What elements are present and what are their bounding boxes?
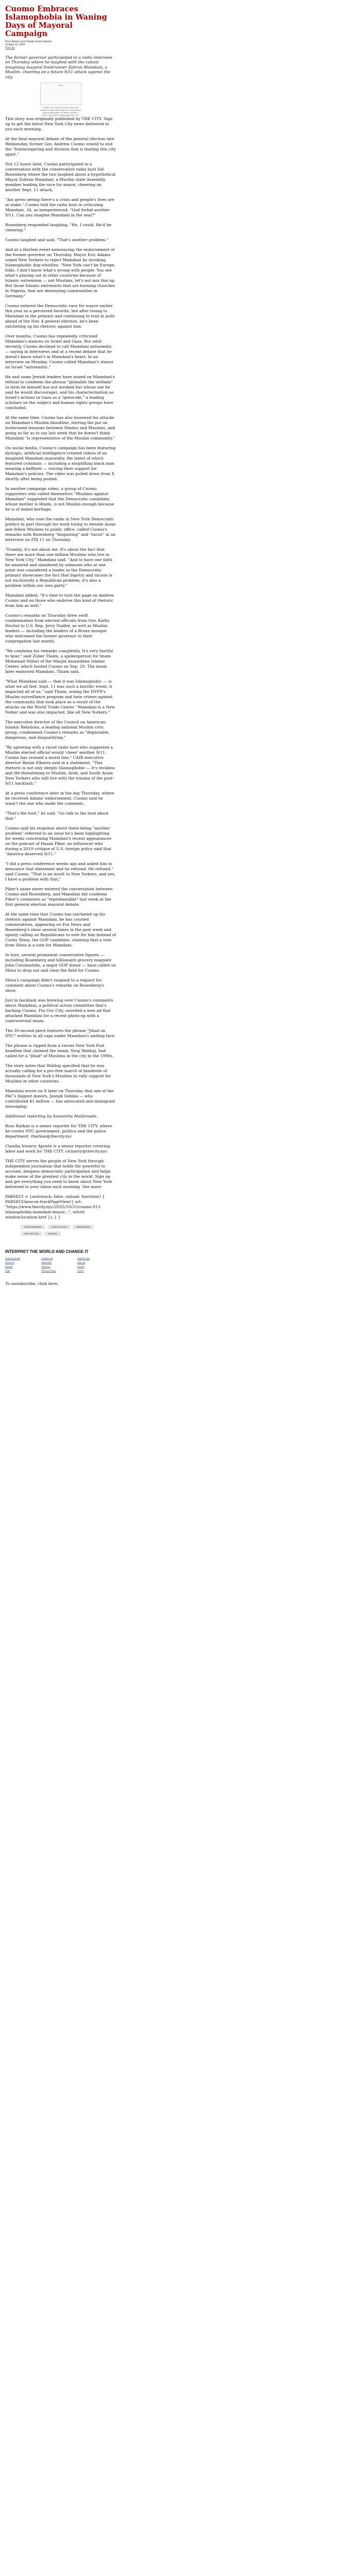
author-bio: Claudia Irizarry Aponte is a senior reporter covering labor and work for THE CITY. cirizarry@thecity.nyc (5, 1144, 110, 1154)
article-paragraph: At the final mayoral debate of the general election late Wednesday, former Gov. Andrew Cuomo vowed to end the "fearmongering and division that is tearing this city apart." (5, 137, 116, 157)
article-paragraph: Rosenberg responded laughing, "He, I could. He'd be cheering." (5, 223, 111, 233)
footer-link[interactable]: Terms (77, 1269, 84, 1273)
article-paragraph: This story was originally published by THE CITY. Sign up to get the latest New York City news delivered to you each morning. (5, 116, 113, 132)
lead-figure (40, 82, 81, 116)
footer-link[interactable]: Events (77, 1265, 85, 1268)
article-paragraph: Cuomo entered the Democratic race for mayor earlier this year as a perceived favorite, but after losing to Mamdani in the primary and continuing to trail in polls ahead of the Nov. 4 general election, he's been ratcheting up his rhetoric against him. (5, 303, 115, 329)
article-paragraph: Cuomo said his response about there being "another problem" referred to an issue he's been highlighting for weeks concerning Mamdani's recent appearances on the podcast of Hasan Piker, an influencer who during a 2019 critique of U.S. foreign policy said that "America deserved 9/11." (5, 826, 112, 857)
article-paragraph: "What Mamdani said — that it was Islamophobic — is what we all feel. Sept. 11 was such a horrific event, it impacted all of us," said Thiam, noting the NYPD's Muslim surveillance program and hate crimes against the community that took place as a result of the attacks on the World Trade Center. "Mamdani is a New Yorker and was also impacted, like all New Yorkers." (5, 679, 116, 715)
article-paragraph: "By agreeing with a racist radio host who suggested a Muslim elected official would 'cheer' another 9/11, Cuomo has crossed a moral line," CAIR executive director Basim Elkarra said in a statement. "This rhetoric is not only deeply Islamophobic — it's reckless and life-threatening to Muslim, Arab, and South Asian New Yorkers who still live with the trauma of the post-9/11 backlash." (5, 745, 115, 786)
footer-link[interactable]: Jobs (5, 1269, 10, 1273)
tag-chip[interactable]: Zohran Mamdani (21, 1225, 45, 1229)
article-paragraph: Not 12 hours later, Cuomo participated in a conversation with the conservative radio host Sid Rosenberg where the two laughed about a hypothetical Mayor Zohran Mamdani, a Muslim state Assembly member leading the race for mayor, cheering on another Sept. 11 attack. (5, 162, 116, 193)
unsubscribe-text[interactable]: To unsubscribe, click here. (5, 1281, 59, 1286)
tag-chip[interactable]: elections (44, 1231, 61, 1236)
article-extras (5, 1114, 116, 1220)
article-paragraph: Cuomo's remarks on Thursday drew swift condemnation from elected officials from Gov. Kathy Hochul to U.S. Rep. Jerry Nadler, as well as Muslim leaders — including the leaders of a Bronx mosque who welcomed the former governor to their congregation last month. (5, 613, 110, 644)
article-paragraph: He and some Jewish leaders have seized on Mamdani's refusal to condemn the phrase "globalize the intifada" (a term he himself has not invoked but whose use he said he would discourage), and his characterization as Israel's actions in Gaza as a "genocide," a leading scholars on the subject and human rights groups have concluded. (5, 375, 115, 411)
article-paragraph: In another campaign video, a group of Cuomo supporters who called themselves "Muslims against Mamdani" suggested that the Democratic candidate, whose mother is Hindu, is not Muslim enough because he is of mixed heritage. (5, 486, 114, 512)
article-paragraph: The 30-second piece features the phrase "Jihad on NYC" written in all caps under Mamdani's smiling face. (5, 1028, 116, 1039)
article-paragraph: The phrase is ripped from a recent New York Post headline that claimed the imam, Siraj Wahhaj, had called for a "jihad" of Muslims in the city in the 1990s. (5, 1043, 114, 1059)
footer-link[interactable]: About us (41, 1265, 51, 1268)
tag-list (21, 1225, 108, 1236)
article-paragraph: The story notes that Wahhaj specified that he was actually calling for a pro-free march of hundreds of thousands of New York's Muslims to rally support for Muslims in other countries. (5, 1063, 111, 1084)
article-paragraph: At the same time that Cuomo has ratcheted up his rhetoric against Mamdani, he has courted conservatives, appearing on Fox News and Rosenberg's show several times in the past week and openly calling on Republicans to vote for him instead of Curtis Sliwa, the GOP candidate, claiming that a vote from Sliwa is a vote for Mamdani. (5, 912, 116, 948)
article-paragraph: And at a Harlem event announcing the endorsement of the former governor on Thursday, Mayor Eric Adams urged New Yorkers to reject Mamdani by invoking Islamophobic dog-whistles: "New York can't be Europe, folks. I don't know what's wrong with people. You see what's playing out in other countries because of Islamic extremism — not Muslims, let's not mix this up. But those Islamic extremists that are burning churches in Nigeria, that are destroying communities in Germany." (5, 247, 116, 299)
editor-note: Additional reporting by Samantha Maldonado. (5, 1114, 97, 1119)
footer-link[interactable]: Subscribe (41, 1261, 52, 1264)
article-paragraph: Mamdani wrote on X later on Thursday that one of the PAC's biggest donors, Joseph Gebbia — who contributed $1 million — has advocated anti-immigrant messaging. (5, 1089, 116, 1109)
article-byline: Ross Barkan and Claudia Irizarry Aponte (5, 40, 52, 43)
footer-link[interactable]: Donate (5, 1265, 13, 1268)
article-paragraph: "I did a press conference weeks ago and asked him to denounce that statement and he refused. He refused," said Cuomo. "That is an insult to New Yorkers, and yes, I have a problem with that." (5, 861, 116, 882)
article-paragraph: At a press conference later in the day Thursday, where he received Adams' endorsement, Cuomo said he wasn't the one who made the comment. (5, 791, 114, 806)
footer-link[interactable]: Privacy Policy (41, 1269, 56, 1273)
article-paragraph: Over months, Cuomo has repeatedly criticized Mamdani's stances on Israel and Gaza. But until recently, Cuomo declined to call Mamdani antisemitic — saying in interviews and at a recent debate that he doesn't know what's in Mamdani's heart. In an interview on Monday, Cuomo called Mamdani's stance on Israel "antisemitic." (5, 334, 113, 370)
script-text: PARSELY = {autotrack: false, onload: function() { PARSELY.beacon.trackPageView({ url: "https://www.thecity.nyc/2025/10/31/cuomo-911-islamophobia-mamdani-mayor...", urlref: window.location.href }); } } (5, 1194, 105, 1220)
tag-chip[interactable]: Andrew Cuomo (47, 1225, 71, 1229)
article-paragraph: At the same time, Cuomo has also loosened his attacks on Mamdani's Muslim bloodline, stirring the pot on lowbrowed tensions between Hindus and Muslims, and going so far as to say last week that he doesn't think Mamdani "is representative of the Muslim community." (5, 415, 115, 441)
article-paragraph: The executive director of the Council on American-Islamic Relations, a leading national Muslim civic group, condemned Cuomo's remarks as "deplorable, dangerous, and disqualifying." (5, 720, 110, 740)
article-paragraph: Just in backlash was brewing over Cuomo's comments about Mamdani, a political action committee that's backing Cuomo, For Our City, unveiled a new ad that attacked Mamdani for a recent photo-op with a controversial imam. (5, 998, 113, 1024)
footer-link[interactable]: Submit a tip (77, 1257, 90, 1260)
author-bio: THE CITY serves the people of New York through independent journalism that holds the powerful to account, deepens democratic participation and helps make sense of the greatest city in the world. Sign up and get everything you need to know about New York delivered to your inbox each morning. See more (5, 1159, 112, 1190)
article-paragraph: "That's the host," he said. "Go talk to the host about that." (5, 811, 109, 821)
footer-link[interactable]: Submit op-eds (5, 1257, 21, 1260)
photo-caption: Former Gov. Andrew Cuomo greets the mayoral independent party at a conservative press headquarters in Harlem, March 1, 2025. Credit: Ben Fractenberg/THE CITY (40, 106, 81, 117)
tag-chip[interactable]: islamophobia (73, 1225, 94, 1229)
article (5, 5, 116, 1286)
footer-link[interactable]: Sign up (77, 1261, 86, 1264)
photo-icon: Photo (58, 84, 63, 87)
article-date: October 31, 2025 (5, 43, 25, 46)
lead-photo (40, 82, 81, 105)
footer-link[interactable]: Email us (5, 1261, 14, 1264)
article-paragraph: Sliwa's campaign didn't respond to a request for comment about Cuomo's remarks on Rosenberg's show. (5, 978, 104, 993)
publication-link[interactable]: The City (5, 46, 15, 49)
article-paragraph: "We condemn his remarks completely. It's very hurtful to hear," said Zuber Thaim, a spokesperson for Imam Mohamad Nilfari of the Masjid Assawdeen Islamic Center, which hosted Cuomo on Sep. 20. The imam later endorsed Mamdani, Thiam said. (5, 649, 113, 674)
article-body (5, 116, 116, 1109)
tag-chip[interactable]: New York City (21, 1231, 42, 1236)
article-paragraph: In turn, several prominent conservative figures — including Rosenberg and billionaire grocery magnate John Catsimatidis, a major GOP donor — have called on Sliwa to drop out and clear the field for Cuomo. (5, 953, 116, 973)
article-paragraph: Mamdani added, "It's time to turn the page on Andrew Cuomo and on those who endorse this kind of rhetoric from him as well." (5, 593, 114, 608)
article-paragraph: Piker's name never entered the conversation between Cuomo and Rosenberg, and Mamdani did condemn Piker's comments as "reprehensible" last week at the first general election mayoral debate. (5, 887, 113, 907)
article-dek: The former governor participated in a radio interview on Thursday where he laughed with the cohost imagining mayoral frontrunner Zohran Mamdani, a Muslim, cheering on a future 9/11 attack against the city. (5, 55, 112, 79)
author-bio: Ross Barkan is a senior reporter for THE CITY, where he covers NYC government, politics and the police department. rbarkan@thecity.nyc (5, 1124, 112, 1139)
footer-links (5, 1257, 116, 1272)
article-paragraph: "Am given seeing there's a crisis and people's lives are at stake," Cuomo told the radio host in criticizing Mamdani, 34, as inexperienced. "God forbid another 9/11. Can you imagine Mamdani in the seat?" (5, 197, 114, 218)
article-paragraph: Mamdani, who rose the ranks in New York Democratic politics in part through his work trying to elevate Asian and fellow Muslims to public office, called Cuomo's remarks with Rosenberg "disgusting" and "racist" in an interview on PIX 11 on Thursday. (5, 517, 116, 543)
article-paragraph: Cuomo laughed and said, "That's another problem." (5, 238, 108, 243)
footer-title: INTERPRET THE WORLD AND CHANGE IT (5, 1249, 89, 1255)
footer-link[interactable]: Contact Us (41, 1257, 53, 1260)
article-headline: Cuomo Embraces Islamophobia in Waning Days of Mayoral Campaign (5, 5, 107, 38)
article-paragraph: "Frankly, it's not about me. It's about the fact that there are more than one million Muslims who live in New York City," Mamdani said. "And to have one faith be smeared and slandered by someone who at one point was considered a leader in the Democratic primary showcases the fact that bigotry and racism is not exclusively a Republican problem, it's also a problem within our own party." (5, 547, 112, 588)
article-paragraph: On social media, Cuomo's campaign has been featuring dystopic, artificial intelligence-created videos of an imagined Mamdani mayoralty, the latest of which featured criminals — including a shoplifting black man wearing a keffiyeh — voicing their support for Mamdani's policies. The video was pulled down from X shortly after being posted. (5, 446, 116, 482)
